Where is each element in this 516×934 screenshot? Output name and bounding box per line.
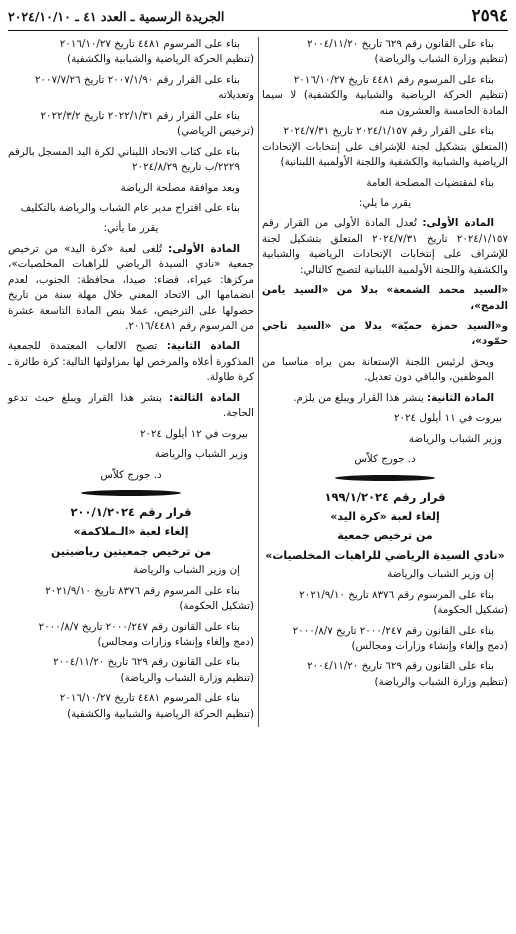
preamble-item: بناء على المرسوم ٤٤٨١ تاريخ ٢٠١٦/١٠/٢٧ (تنظيم الحركة الرياضية والشبابية والكشفية) <box>59 692 254 720</box>
decision-number: قرار رقم ٢٠٠/١/٢٠٢٤ <box>70 504 192 519</box>
preamble-item: بناء على اقتراح مدير عام الشباب والرياضة بالتكليف <box>20 201 240 214</box>
minister-intro: إن وزير الشباب والرياضة <box>387 568 494 581</box>
decision-subject: من ترخيص جمعيتين رياضيتين <box>50 544 212 558</box>
decides-heading: يقرر ما يلي: <box>358 196 412 209</box>
replacement-1: «السيد محمد الشمعة» بدلا من «السيد يامن الدمج»، <box>262 284 508 312</box>
minister-intro: إن وزير الشباب والرياضة <box>133 564 240 577</box>
place-date: بيروت في ١٢ أيلول ٢٠٢٤ <box>139 427 248 440</box>
article-3: المادة الثالثة: ينشر هذا القرار ويبلغ حيث تدعو الحاجة. <box>8 391 254 420</box>
place-date: بيروت في ١١ أيلول ٢٠٢٤ <box>393 412 502 425</box>
header-rule <box>8 30 508 31</box>
page-number: ٢٥٩٤ <box>471 6 508 26</box>
preamble-item: بناء على المرسوم رقم ٨٣٧٦ تاريخ ٢٠٢١/٩/١٠ (تشكيل الحكومة) <box>299 588 508 617</box>
section-separator <box>335 475 435 481</box>
decision-number: قرار رقم ١٩٩/١/٢٠٢٤ <box>324 489 446 504</box>
column-divider <box>258 37 259 727</box>
preamble-item: بناء لمقتضيات المصلحة العامة <box>366 176 494 189</box>
article-1: المادة الأولى: تُعدل المادة الأولى من القرار رقم ٢٠٢٤/١/١٥٧ تاريخ ٢٠٢٤/٧/٣١ المتعلق بتشكيل لجنة للإشراف على إنتخابات الإتحادات الرياضية والشبابية والكشفية واللجنة الأولمبية اللبنانية لتصبح كالتالي: <box>262 217 508 276</box>
minister-title: وزير الشباب والرياضة <box>154 448 248 461</box>
article-1: المادة الأولى: تُلغى لعبة «كرة اليد» من ترخيص جمعية «نادي السيدة الرياضي للراهبات المخلصيات»، مركزها: عيراء، قضاء: صيدا، محافظة: الجنوب، لعدم انضمامها الى الاتحاد المعني خلال مهلة سنة من تاريخ حصولها على الترخيص، عملا بنص المادة التاسعة عشرة من المرسوم رقم ٢٠١٦/٤٤٨١. <box>8 242 254 332</box>
preamble-item: بناء على كتاب الاتحاد اللبناني لكرة اليد المسجل بالرقم ٢٢٢٩/ب تاريخ ٢٠٢٤/٨/٢٩ <box>8 145 240 174</box>
article-2: المادة الثانية: ينشر هذا القرار ويبلغ من يلزم. <box>293 391 494 404</box>
page-header <box>8 4 508 28</box>
preamble-item: بناء على المرسوم رقم ٤٤٨١ تاريخ ٢٠١٦/١٠/٢٧ (تنظيم الحركة الرياضية والشبابية والكشفية) لا سيما المادة الخامسة والعشرون منه <box>262 73 508 117</box>
preamble-item: بناء على القانون رقم ٦٢٩ تاريخ ٢٠٠٤/١١/٢٠ (تنظيم وزارة الشباب والرياضة) <box>307 660 508 688</box>
signature: د. جورج كلاّس <box>354 453 416 466</box>
preamble-item: بناء على المرسوم رقم ٨٣٧٦ تاريخ ٢٠٢١/٩/١٠ (تشكيل الحكومة) <box>45 584 254 613</box>
signature: د. جورج كلاّس <box>100 468 162 481</box>
decision-subject: إلغاء لعبة «الـملاكمة» <box>73 525 189 539</box>
left-column <box>8 37 254 727</box>
replacement-2: و«السيد حمزة حميّة» بدلا من «السيد ناجي حمّود»، <box>262 320 508 348</box>
decision-subject: إلغاء لعبة «كرة اليد» <box>330 509 440 523</box>
preamble-item: بناء على القانون رقم ٢٠٠٠/٢٤٧ تاريخ ٢٠٠٠/٨/٧ (دمج وإلغاء وإنشاء وزارات ومجالس) <box>38 620 254 648</box>
columns <box>8 37 508 727</box>
decision-subject: من ترخيص جمعية <box>337 529 433 543</box>
preamble-item: بناء على المرسوم ٤٤٨١ تاريخ ٢٠١٦/١٠/٢٧ (تنظيم الحركة الرياضية والشبابية والكشفية) <box>59 38 254 66</box>
preamble-item: بناء على القانون رقم ٦٢٩ تاريخ ٢٠٠٤/١١/٢٠ (تنظيم وزارة الشباب والرياضة) <box>307 38 508 66</box>
section-separator <box>81 490 181 496</box>
minister-title: وزير الشباب والرياضة <box>408 432 502 445</box>
preamble-item: بناء على القرار رقم ٢٠٢٤/١/١٥٧ تاريخ ٢٠٢٤/٧/٣١ (المتعلق بتشكيل لجنة للإشراف على إنتخابات الإتحادات الرياضية والشبابية والكشفية واللجنة الأولمبية اللبنانية) <box>262 125 508 169</box>
preamble-item: بناء على القرار رقم ٢٠٢٢/١/٣١ تاريخ ٢٠٢٢/٣/٢ (ترخيص الرياضي) <box>40 109 254 138</box>
decides-heading: يقرر ما يأتي: <box>103 222 159 235</box>
article-1-note: ويحق لرئيس اللجنة الإستعانة بمن يراه مناسبا من الموظفين، والباقي دون تعديل. <box>262 355 494 384</box>
decision-subject: «نادي السيدة الرياضي للراهبات المخلصيات» <box>265 548 505 562</box>
preamble-item: بناء على القانون رقم ٦٢٩ تاريخ ٢٠٠٤/١١/٢٠ (تنظيم وزارة الشباب والرياضة) <box>53 656 254 684</box>
journal-title: الجريدة الرسمية ـ العدد ٤١ ـ ٢٠٢٤/١٠/١٠ <box>8 9 225 24</box>
preamble-item: وبعد موافقة مصلحة الرياضة <box>120 181 240 194</box>
preamble-item: بناء على القانون رقم ٢٠٠٠/٢٤٧ تاريخ ٢٠٠٠/٨/٧ (دمج وإلغاء وإنشاء وزارات ومجالس) <box>292 624 508 652</box>
preamble-item: بناء على القرار رقم ٢٠٠٧/١/٩٠ تاريخ ٢٠٠٧/٧/٢٦ وتعديلاته <box>34 73 254 102</box>
right-column <box>262 37 508 727</box>
article-2: المادة الثانية: تصبح الالعاب المعتمدة للجمعية المذكورة أعلاه والمرخص لها بمزاولتها التالية: كرة طائرة ـ كرة طاولة. <box>8 340 254 384</box>
